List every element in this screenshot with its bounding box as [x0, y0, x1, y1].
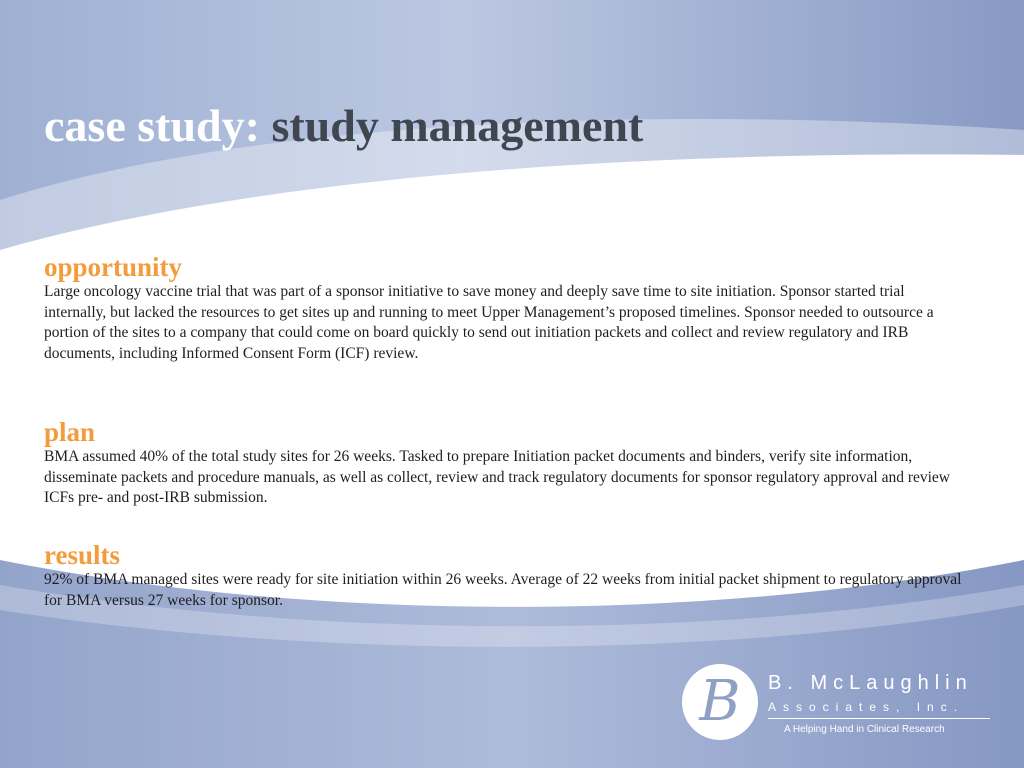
section-results [44, 540, 964, 611]
logo-tagline: A Helping Hand in Clinical Research [784, 724, 945, 735]
slide-title [44, 96, 643, 156]
company-logo [680, 660, 1010, 750]
logo-b-monogram: B [699, 669, 741, 734]
section-plan [44, 417, 964, 509]
section-body: 92% of BMA managed sites were ready for site initiation within 26 weeks. Average of 22 weeks from initial packet shipment to regulatory approval for BMA versus 27 weeks for sponsor. [44, 571, 962, 609]
logo-company-suffix: Associates, Inc. [768, 700, 965, 714]
title-label: case study: [44, 100, 260, 151]
section-body: BMA assumed 40% of the total study sites for 26 weeks. Tasked to prepare Initiation packet documents and binders, verify site information, disseminate packets and procedure manuals, as well as collect, review and track regulatory documents for sponsor regulatory approval and review ICFs pre- and post-IRB submission. [44, 448, 950, 507]
section-body: Large oncology vaccine trial that was part of a sponsor initiative to save money and deeply save time to site initiation. Sponsor started trial internally, but lacked the resources to get sites up and running to meet Upper Management’s proposed timelines. Sponsor needed to outsource a portion of the sites to a company that could come on board quickly to send out initiation packets and collect and review regulatory and IRB documents, including Informed Consent Form (ICF) review. [44, 283, 934, 363]
title-topic: study management [271, 100, 644, 151]
section-heading: results [44, 540, 121, 570]
section-opportunity [44, 252, 964, 365]
logo-divider [768, 718, 990, 719]
section-heading: plan [44, 417, 96, 447]
section-heading: opportunity [44, 252, 183, 282]
logo-company-name: B. McLaughlin [768, 672, 973, 694]
